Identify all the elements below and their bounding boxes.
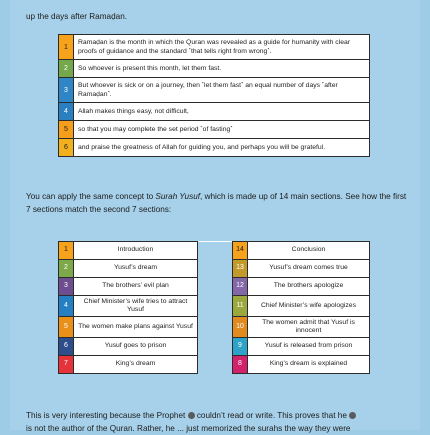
verse-row	[59, 60, 370, 78]
verse-row	[59, 78, 370, 103]
verse-number: 1	[59, 35, 74, 60]
section-label: Yusuf’s dream	[74, 260, 198, 278]
verse-row	[59, 139, 370, 157]
verse-number: 4	[59, 103, 74, 121]
paragraph-text: , which is made up of 14 main sections. See how the first 7 sections match the second 7 sections:	[26, 192, 407, 214]
table-gap	[197, 296, 232, 317]
table-gap	[197, 317, 232, 338]
verse-text: But whoever is sick or on a journey, then ˹let them fast˺ an equal number of days ˹after Ramaḍan˺.	[74, 78, 370, 103]
verse-text: and praise the greatness of Allah for guiding you, and perhaps you will be grateful.	[74, 139, 370, 157]
section-label: Introduction	[74, 242, 198, 260]
section-label: King’s dream is explained	[247, 356, 369, 374]
table-gap	[197, 278, 232, 296]
section-row	[59, 296, 370, 317]
section-row	[59, 260, 370, 278]
section-label: Conclusion	[247, 242, 369, 260]
table-gap	[197, 356, 232, 374]
table-gap	[197, 260, 232, 278]
section-row	[59, 317, 370, 338]
section-number: 4	[59, 296, 74, 317]
paragraph-text: You can apply the same concept to	[26, 192, 156, 201]
section-label: The women make plans against Yusuf	[74, 317, 198, 338]
paragraph-prophet	[26, 409, 411, 435]
verse-number: 5	[59, 121, 74, 139]
verses-table	[58, 34, 370, 157]
intro-text	[26, 0, 411, 23]
section-label: The brothers apologize	[247, 278, 369, 296]
salutation-icon	[349, 412, 356, 419]
verse-text: Ramaḍan is the month in which the Quran was revealed as a guide for humanity with clear proofs of guidance and the standard ˹that tells right from wrong˺.	[74, 35, 370, 60]
verse-text: so that you may complete the set period ˹of fasting˺	[74, 121, 370, 139]
paragraph-surah-yusuf	[26, 190, 411, 216]
section-number: 14	[232, 242, 247, 260]
section-row	[59, 356, 370, 374]
table-gap	[197, 338, 232, 356]
section-row	[59, 278, 370, 296]
section-label: Chief Minister’s wife apologizes	[247, 296, 369, 317]
section-label: King’s dream	[74, 356, 198, 374]
verse-text: So whoever is present this month, let them fast.	[74, 60, 370, 78]
section-number: 9	[232, 338, 247, 356]
section-label: Yusuf is released from prison	[247, 338, 369, 356]
paragraph-text: This is very interesting because the Prophet	[26, 411, 188, 420]
sections-table	[58, 241, 370, 374]
section-number: 2	[59, 260, 74, 278]
section-row	[59, 242, 370, 260]
section-label: Yusuf’s dream comes true	[247, 260, 369, 278]
salutation-icon	[188, 412, 195, 419]
section-number: 5	[59, 317, 74, 338]
section-number: 7	[59, 356, 74, 374]
section-row	[59, 338, 370, 356]
verse-number: 3	[59, 78, 74, 103]
surah-title: Surah Yusuf	[155, 192, 201, 201]
verse-row	[59, 121, 370, 139]
verse-row	[59, 103, 370, 121]
section-label: Yusuf goes to prison	[74, 338, 198, 356]
paragraph-text: couldn’t read or write. This proves that he	[194, 411, 350, 420]
section-number: 13	[232, 260, 247, 278]
section-number: 10	[232, 317, 247, 338]
intro-line-1	[26, 0, 411, 10]
verse-number: 6	[59, 139, 74, 157]
section-label: Chief Minister’s wife tries to attract Yusuf	[74, 296, 198, 317]
section-number: 12	[232, 278, 247, 296]
verse-number: 2	[59, 60, 74, 78]
paragraph-line-2: is not the author of the Quran. Rather, he ... just memorized the surahs the way they were	[26, 424, 351, 433]
intro-line-2: up the days after Ramaḍan.	[26, 12, 128, 21]
section-label: The brothers’ evil plan	[74, 278, 198, 296]
section-number: 11	[232, 296, 247, 317]
verse-row	[59, 35, 370, 60]
section-number: 6	[59, 338, 74, 356]
section-number: 1	[59, 242, 74, 260]
section-number: 8	[232, 356, 247, 374]
table-gap	[197, 242, 232, 260]
section-label: The women admit that Yusuf is innocent	[247, 317, 369, 338]
verse-text: Allah makes things easy, not difficult,	[74, 103, 370, 121]
section-number: 3	[59, 278, 74, 296]
